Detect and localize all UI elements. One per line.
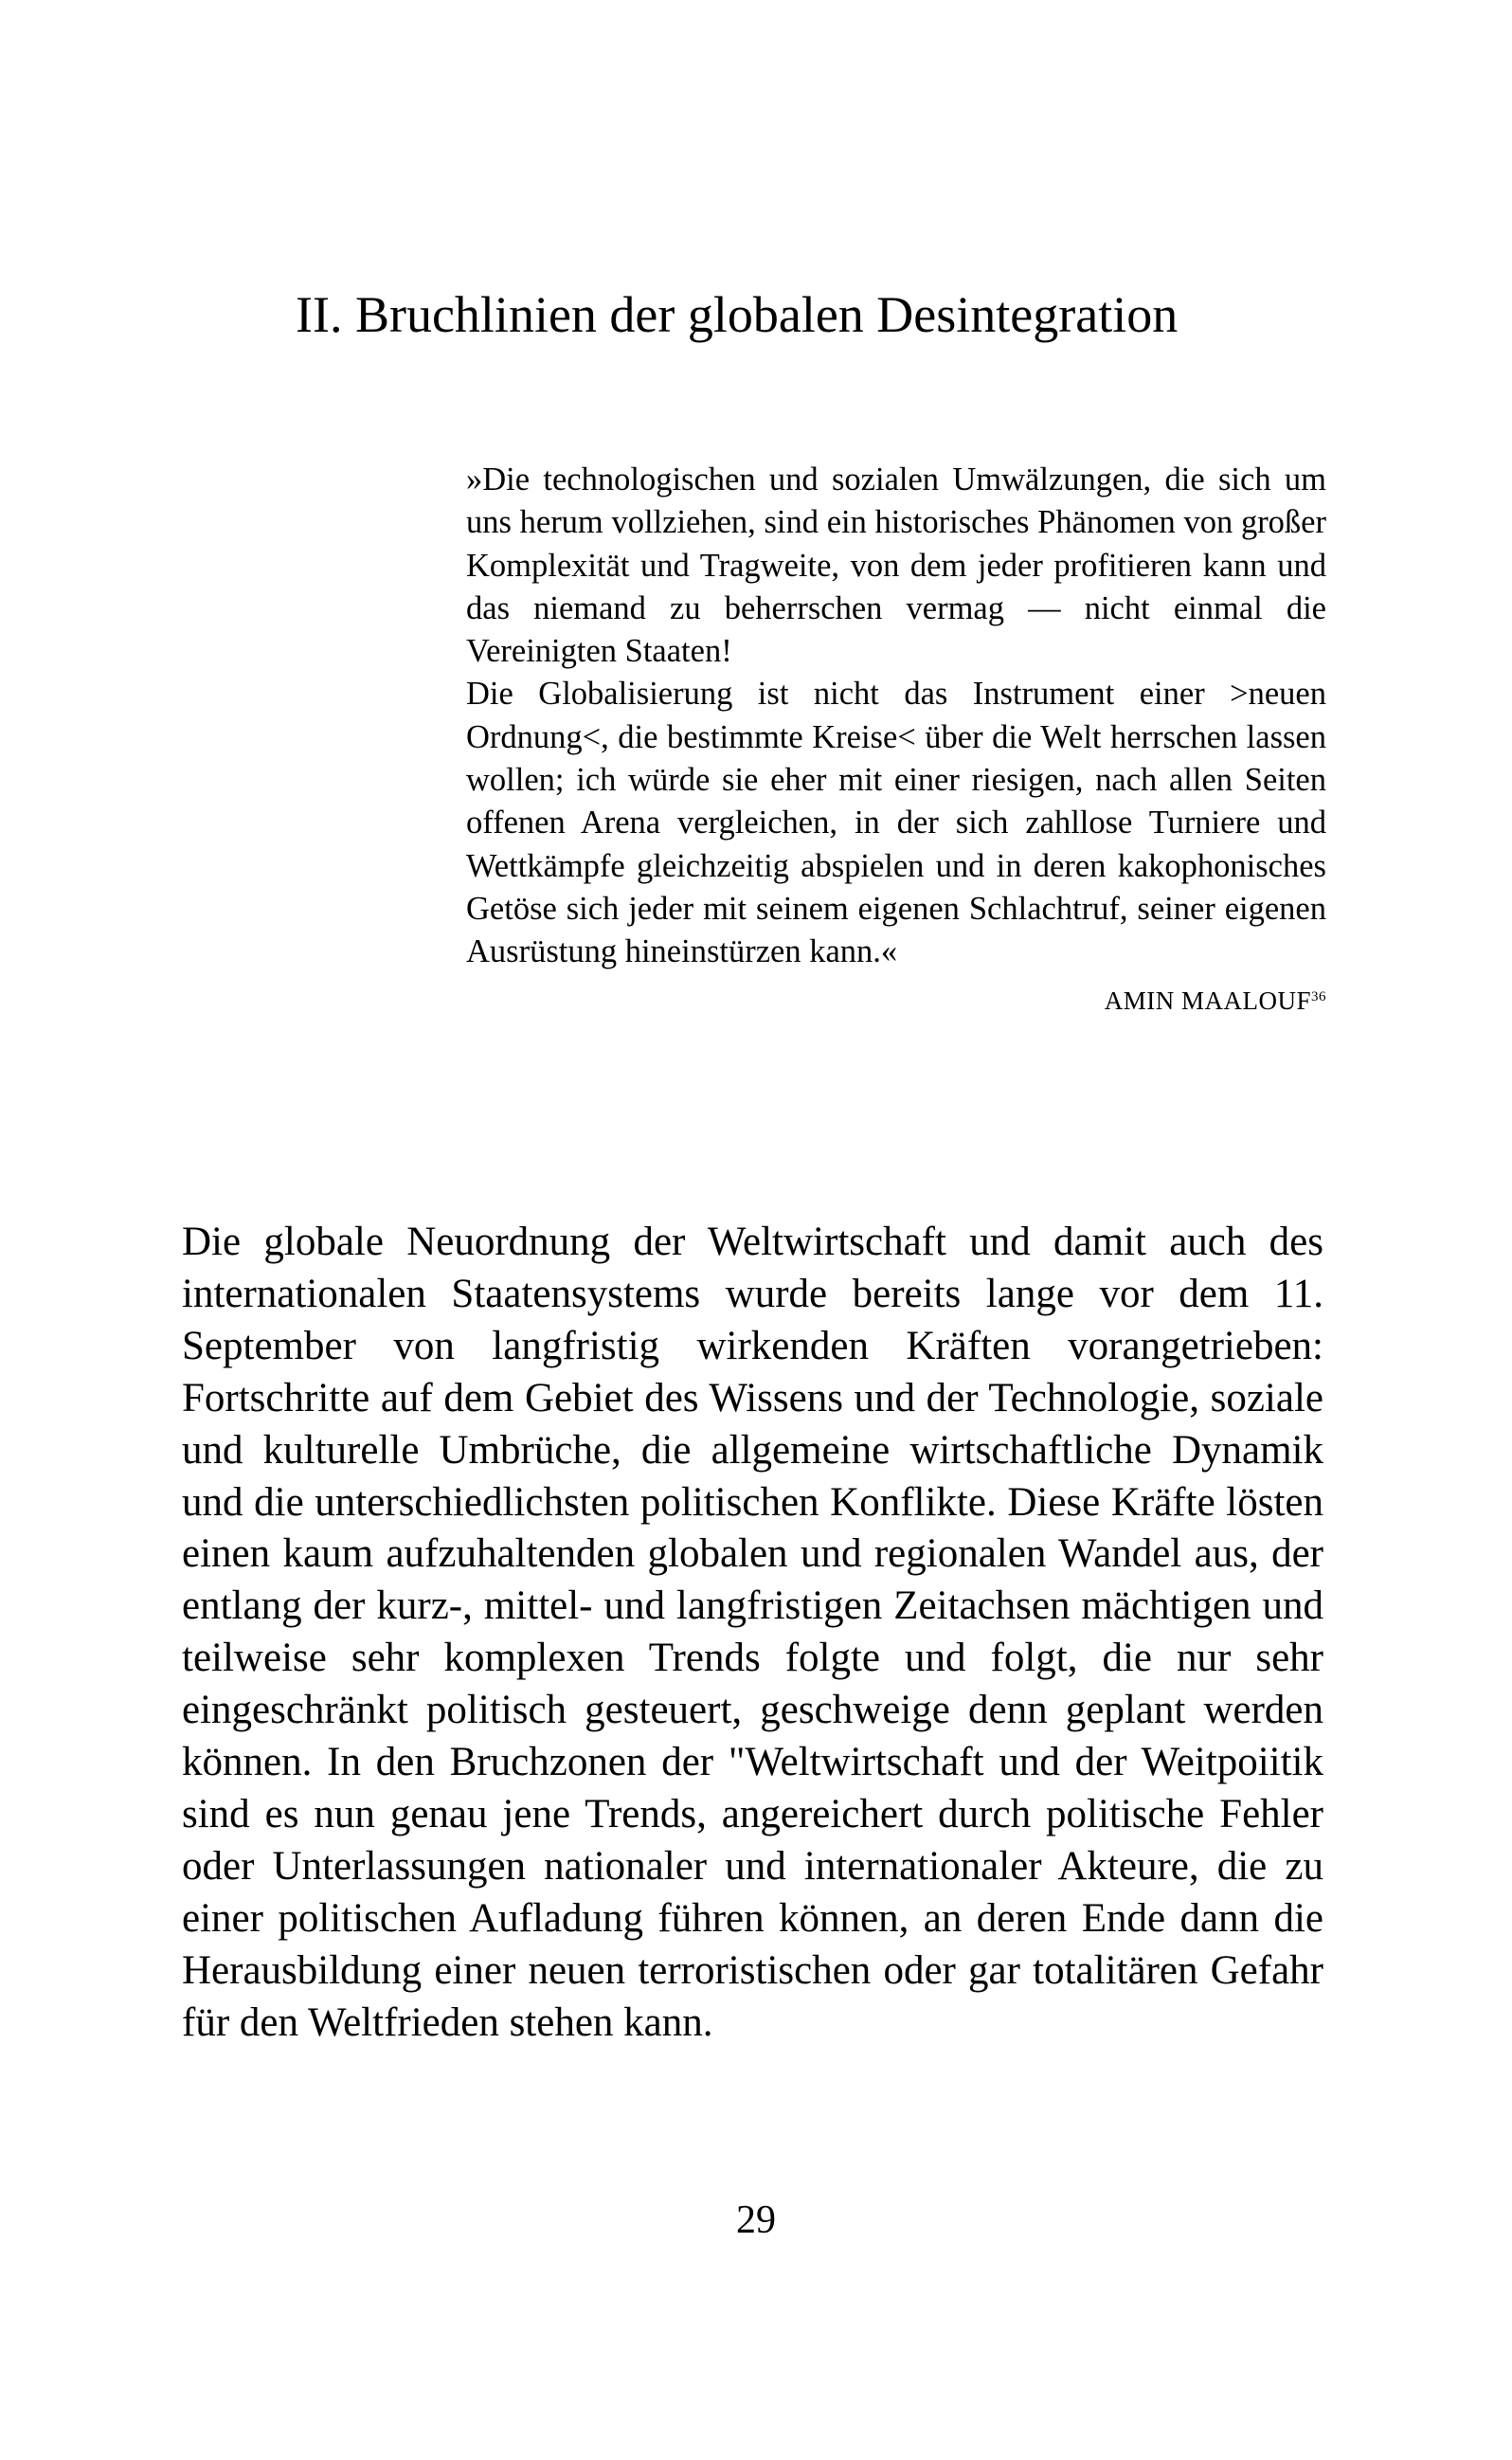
page-number: 29 xyxy=(736,2198,776,2242)
footnote-marker: 36 xyxy=(1311,988,1326,1004)
epigraph-attribution xyxy=(466,980,1326,1022)
epigraph xyxy=(466,459,1326,1022)
epigraph-paragraph-2: Die Globalisierung ist nicht das Instrument einer >neuen Ordnung<, die bestimmte Kreise< über die Welt herrschen lassen wollen; ich würde sie eher mit einer riesigen, nach allen Seiten offenen Arena vergleichen, in der sich zahllose Turniere und Wettkämpfe gleichzeitig abspielen und in deren kakophonisches Getöse sich jeder mit seinem eigenen Schlachtruf, seiner eigenen Ausrüstung hineinstürzen kann.« xyxy=(466,676,1326,970)
epigraph-paragraph-1: »Die technologischen und sozialen Umwälzungen, die sich um uns herum vollziehen, sind ein historisches Phänomen von großer Komplexität und Tragweite, von dem jeder profitieren kann und das niemand zu beherrschen vermag — nicht einmal die Vereinigten Staaten! xyxy=(466,461,1326,670)
body-paragraph: Die globale Neuordnung der Weltwirtschaft und damit auch des internationalen Staatensystems wurde bereits lange vor dem 11. September von langfristig wirkenden Kräften vorangetrieben: Fortschritte auf dem Gebiet des Wissens und der Technologie, soziale und kulturelle Umbrüche, die allgemeine wirtschaftliche Dynamik und die unterschiedlichsten politischen Konflikte. Diese Kräfte lösten einen kaum aufzuhaltenden globalen und regionalen Wandel aus, der entlang der kurz-, mittel- und langfristigen Zeitachsen mächtigen und teilweise sehr komplexen Trends folgte und folgt, die nur sehr eingeschränkt politisch gesteuert, geschweige denn geplant werden können. In den Bruchzonen der "Weltwirtschaft und der Weitpoiitik sind es nun genau jene Trends, angereichert durch politische Fehler oder Unterlassungen nationaler und internationaler Akteure, die zu einer politischen Aufladung führen können, an deren Ende dann die Herausbildung einer neuen terroristischen oder gar totalitären Gefahr für den Weltfrieden stehen kann. xyxy=(182,1220,1323,2045)
chapter-title: II. Bruchlinien der globalen Desintegration xyxy=(296,286,1179,343)
epigraph-author: AMIN MAALOUF xyxy=(1104,986,1311,1015)
